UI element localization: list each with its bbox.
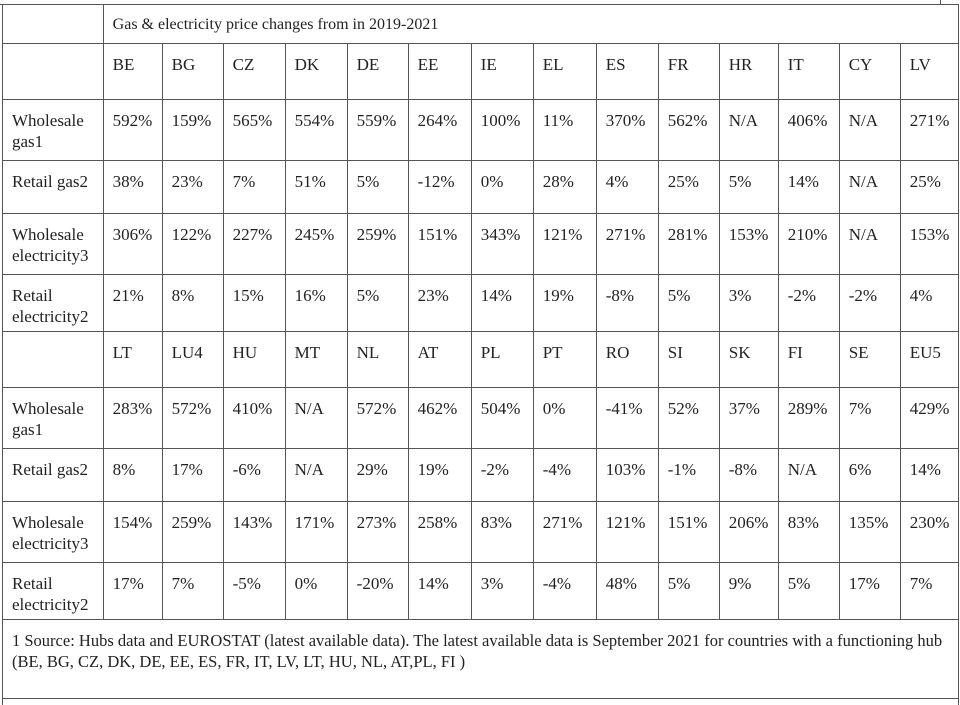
country-header-cell: LV bbox=[900, 44, 958, 100]
country-header-cell: EL bbox=[533, 44, 596, 100]
value-cell: 100% bbox=[471, 100, 533, 161]
value-cell: 0% bbox=[533, 388, 596, 449]
value-cell: 370% bbox=[596, 100, 658, 161]
value-cell: -12% bbox=[408, 161, 471, 214]
country-header-cell: FI bbox=[778, 332, 839, 388]
country-header-cell: EE bbox=[408, 44, 471, 100]
value-cell: 259% bbox=[162, 502, 223, 563]
value-cell: 37% bbox=[719, 388, 778, 449]
value-cell: 592% bbox=[103, 100, 162, 161]
value-cell: 25% bbox=[658, 161, 719, 214]
value-cell: 3% bbox=[719, 275, 778, 332]
country-header-cell: BE bbox=[103, 44, 162, 100]
value-cell: 25% bbox=[900, 161, 958, 214]
value-cell: 281% bbox=[658, 214, 719, 275]
value-cell: 29% bbox=[347, 449, 408, 502]
country-header-cell: DK bbox=[285, 44, 347, 100]
value-cell: -2% bbox=[778, 275, 839, 332]
data-row bbox=[3, 502, 959, 563]
value-cell: 462% bbox=[408, 388, 471, 449]
value-cell: 51% bbox=[285, 161, 347, 214]
value-cell: 83% bbox=[778, 502, 839, 563]
value-cell: -4% bbox=[533, 449, 596, 502]
value-cell: 11% bbox=[533, 100, 596, 161]
data-row bbox=[3, 214, 959, 275]
value-cell: -1% bbox=[658, 449, 719, 502]
value-cell: 0% bbox=[285, 563, 347, 620]
row-label: Retail gas2 bbox=[3, 161, 104, 214]
value-cell: -4% bbox=[533, 563, 596, 620]
row-label: Wholesale gas1 bbox=[3, 388, 104, 449]
country-header-cell: EU5 bbox=[900, 332, 958, 388]
value-cell: 429% bbox=[900, 388, 958, 449]
country-header-cell: LU4 bbox=[162, 332, 223, 388]
value-cell: -8% bbox=[596, 275, 658, 332]
value-cell: 16% bbox=[285, 275, 347, 332]
header-blank-cell bbox=[3, 332, 104, 388]
value-cell: -8% bbox=[719, 449, 778, 502]
value-cell: 5% bbox=[719, 161, 778, 214]
corner-cell bbox=[3, 5, 104, 44]
value-cell: -20% bbox=[347, 563, 408, 620]
value-cell: -6% bbox=[223, 449, 285, 502]
value-cell: 504% bbox=[471, 388, 533, 449]
value-cell: 8% bbox=[103, 449, 162, 502]
country-header-cell: FR bbox=[658, 44, 719, 100]
value-cell: 4% bbox=[900, 275, 958, 332]
value-cell: 159% bbox=[162, 100, 223, 161]
row-label: Retail gas2 bbox=[3, 449, 104, 502]
country-header-cell: AT bbox=[408, 332, 471, 388]
value-cell: 572% bbox=[162, 388, 223, 449]
row-label: Wholesale gas1 bbox=[3, 100, 104, 161]
value-cell: 6% bbox=[839, 449, 900, 502]
value-cell: 28% bbox=[533, 161, 596, 214]
value-cell: 206% bbox=[719, 502, 778, 563]
value-cell: 572% bbox=[347, 388, 408, 449]
row-label: Retail electricity2 bbox=[3, 275, 104, 332]
value-cell: 19% bbox=[408, 449, 471, 502]
value-cell: 259% bbox=[347, 214, 408, 275]
value-cell: 410% bbox=[223, 388, 285, 449]
value-cell: 15% bbox=[223, 275, 285, 332]
value-cell: 103% bbox=[596, 449, 658, 502]
value-cell: 7% bbox=[162, 563, 223, 620]
value-cell: 227% bbox=[223, 214, 285, 275]
value-cell: 4% bbox=[596, 161, 658, 214]
data-row bbox=[3, 449, 959, 502]
next-row-stub bbox=[3, 699, 959, 705]
value-cell: 14% bbox=[900, 449, 958, 502]
row-label: Wholesale electricity3 bbox=[3, 502, 104, 563]
value-cell: N/A bbox=[839, 100, 900, 161]
value-cell: 38% bbox=[103, 161, 162, 214]
value-cell: 210% bbox=[778, 214, 839, 275]
country-header-row bbox=[3, 332, 959, 388]
value-cell: 17% bbox=[839, 563, 900, 620]
value-cell: -41% bbox=[596, 388, 658, 449]
value-cell: 23% bbox=[408, 275, 471, 332]
value-cell: 406% bbox=[778, 100, 839, 161]
value-cell: 14% bbox=[471, 275, 533, 332]
country-header-cell: SK bbox=[719, 332, 778, 388]
value-cell: 17% bbox=[103, 563, 162, 620]
value-cell: 5% bbox=[658, 275, 719, 332]
country-header-cell: MT bbox=[285, 332, 347, 388]
country-header-cell: RO bbox=[596, 332, 658, 388]
country-header-cell: SE bbox=[839, 332, 900, 388]
value-cell: 135% bbox=[839, 502, 900, 563]
next-row-stub-cell bbox=[3, 699, 959, 705]
country-header-cell: ES bbox=[596, 44, 658, 100]
country-header-cell: CZ bbox=[223, 44, 285, 100]
value-cell: 273% bbox=[347, 502, 408, 563]
value-cell: N/A bbox=[839, 161, 900, 214]
value-cell: 306% bbox=[103, 214, 162, 275]
value-cell: 271% bbox=[596, 214, 658, 275]
footnote-row bbox=[3, 620, 959, 699]
data-row bbox=[3, 275, 959, 332]
value-cell: 121% bbox=[596, 502, 658, 563]
row-label: Retail electricity2 bbox=[3, 563, 104, 620]
value-cell: 9% bbox=[719, 563, 778, 620]
country-header-cell: BG bbox=[162, 44, 223, 100]
value-cell: N/A bbox=[839, 214, 900, 275]
value-cell: 154% bbox=[103, 502, 162, 563]
value-cell: 121% bbox=[533, 214, 596, 275]
value-cell: 7% bbox=[223, 161, 285, 214]
country-header-cell: PL bbox=[471, 332, 533, 388]
row-label: Wholesale electricity3 bbox=[3, 214, 104, 275]
value-cell: N/A bbox=[719, 100, 778, 161]
value-cell: -2% bbox=[471, 449, 533, 502]
data-row bbox=[3, 563, 959, 620]
value-cell: 3% bbox=[471, 563, 533, 620]
value-cell: 153% bbox=[900, 214, 958, 275]
value-cell: 48% bbox=[596, 563, 658, 620]
value-cell: 5% bbox=[778, 563, 839, 620]
value-cell: 8% bbox=[162, 275, 223, 332]
value-cell: 122% bbox=[162, 214, 223, 275]
country-header-cell: CY bbox=[839, 44, 900, 100]
value-cell: 19% bbox=[533, 275, 596, 332]
value-cell: 143% bbox=[223, 502, 285, 563]
data-row bbox=[3, 388, 959, 449]
value-cell: 554% bbox=[285, 100, 347, 161]
value-cell: 14% bbox=[778, 161, 839, 214]
value-cell: 0% bbox=[471, 161, 533, 214]
value-cell: -5% bbox=[223, 563, 285, 620]
value-cell: 5% bbox=[658, 563, 719, 620]
country-header-cell: HU bbox=[223, 332, 285, 388]
value-cell: 289% bbox=[778, 388, 839, 449]
footnote-text: 1 Source: Hubs data and EUROSTAT (latest available data). The latest available data is September 2021 for countries with a functioning hub (BE, BG, CZ, DK, DE, EE, ES, FR, IT, LV, LT, HU, NL, AT,PL, FI ) bbox=[3, 620, 959, 699]
value-cell: 52% bbox=[658, 388, 719, 449]
value-cell: 7% bbox=[900, 563, 958, 620]
value-cell: 171% bbox=[285, 502, 347, 563]
value-cell: N/A bbox=[778, 449, 839, 502]
country-header-cell: IT bbox=[778, 44, 839, 100]
country-header-cell: NL bbox=[347, 332, 408, 388]
country-header-row bbox=[3, 44, 959, 100]
value-cell: 151% bbox=[408, 214, 471, 275]
value-cell: 83% bbox=[471, 502, 533, 563]
value-cell: 153% bbox=[719, 214, 778, 275]
value-cell: 271% bbox=[533, 502, 596, 563]
value-cell: -2% bbox=[839, 275, 900, 332]
value-cell: 21% bbox=[103, 275, 162, 332]
data-row bbox=[3, 100, 959, 161]
value-cell: 5% bbox=[347, 161, 408, 214]
title-row bbox=[3, 5, 959, 44]
header-blank-cell bbox=[3, 44, 104, 100]
table-title: Gas & electricity price changes from in 2019-2021 bbox=[103, 5, 958, 44]
value-cell: 17% bbox=[162, 449, 223, 502]
value-cell: 23% bbox=[162, 161, 223, 214]
value-cell: 151% bbox=[658, 502, 719, 563]
price-changes-table bbox=[2, 4, 959, 705]
value-cell: 559% bbox=[347, 100, 408, 161]
value-cell: 7% bbox=[839, 388, 900, 449]
data-row bbox=[3, 161, 959, 214]
country-header-cell: SI bbox=[658, 332, 719, 388]
value-cell: N/A bbox=[285, 388, 347, 449]
value-cell: 562% bbox=[658, 100, 719, 161]
value-cell: 258% bbox=[408, 502, 471, 563]
country-header-cell: LT bbox=[103, 332, 162, 388]
table-body bbox=[3, 5, 959, 705]
value-cell: 264% bbox=[408, 100, 471, 161]
value-cell: N/A bbox=[285, 449, 347, 502]
value-cell: 5% bbox=[347, 275, 408, 332]
value-cell: 14% bbox=[408, 563, 471, 620]
value-cell: 245% bbox=[285, 214, 347, 275]
value-cell: 565% bbox=[223, 100, 285, 161]
country-header-cell: PT bbox=[533, 332, 596, 388]
value-cell: 271% bbox=[900, 100, 958, 161]
country-header-cell: HR bbox=[719, 44, 778, 100]
value-cell: 283% bbox=[103, 388, 162, 449]
country-header-cell: IE bbox=[471, 44, 533, 100]
value-cell: 230% bbox=[900, 502, 958, 563]
value-cell: 343% bbox=[471, 214, 533, 275]
country-header-cell: DE bbox=[347, 44, 408, 100]
